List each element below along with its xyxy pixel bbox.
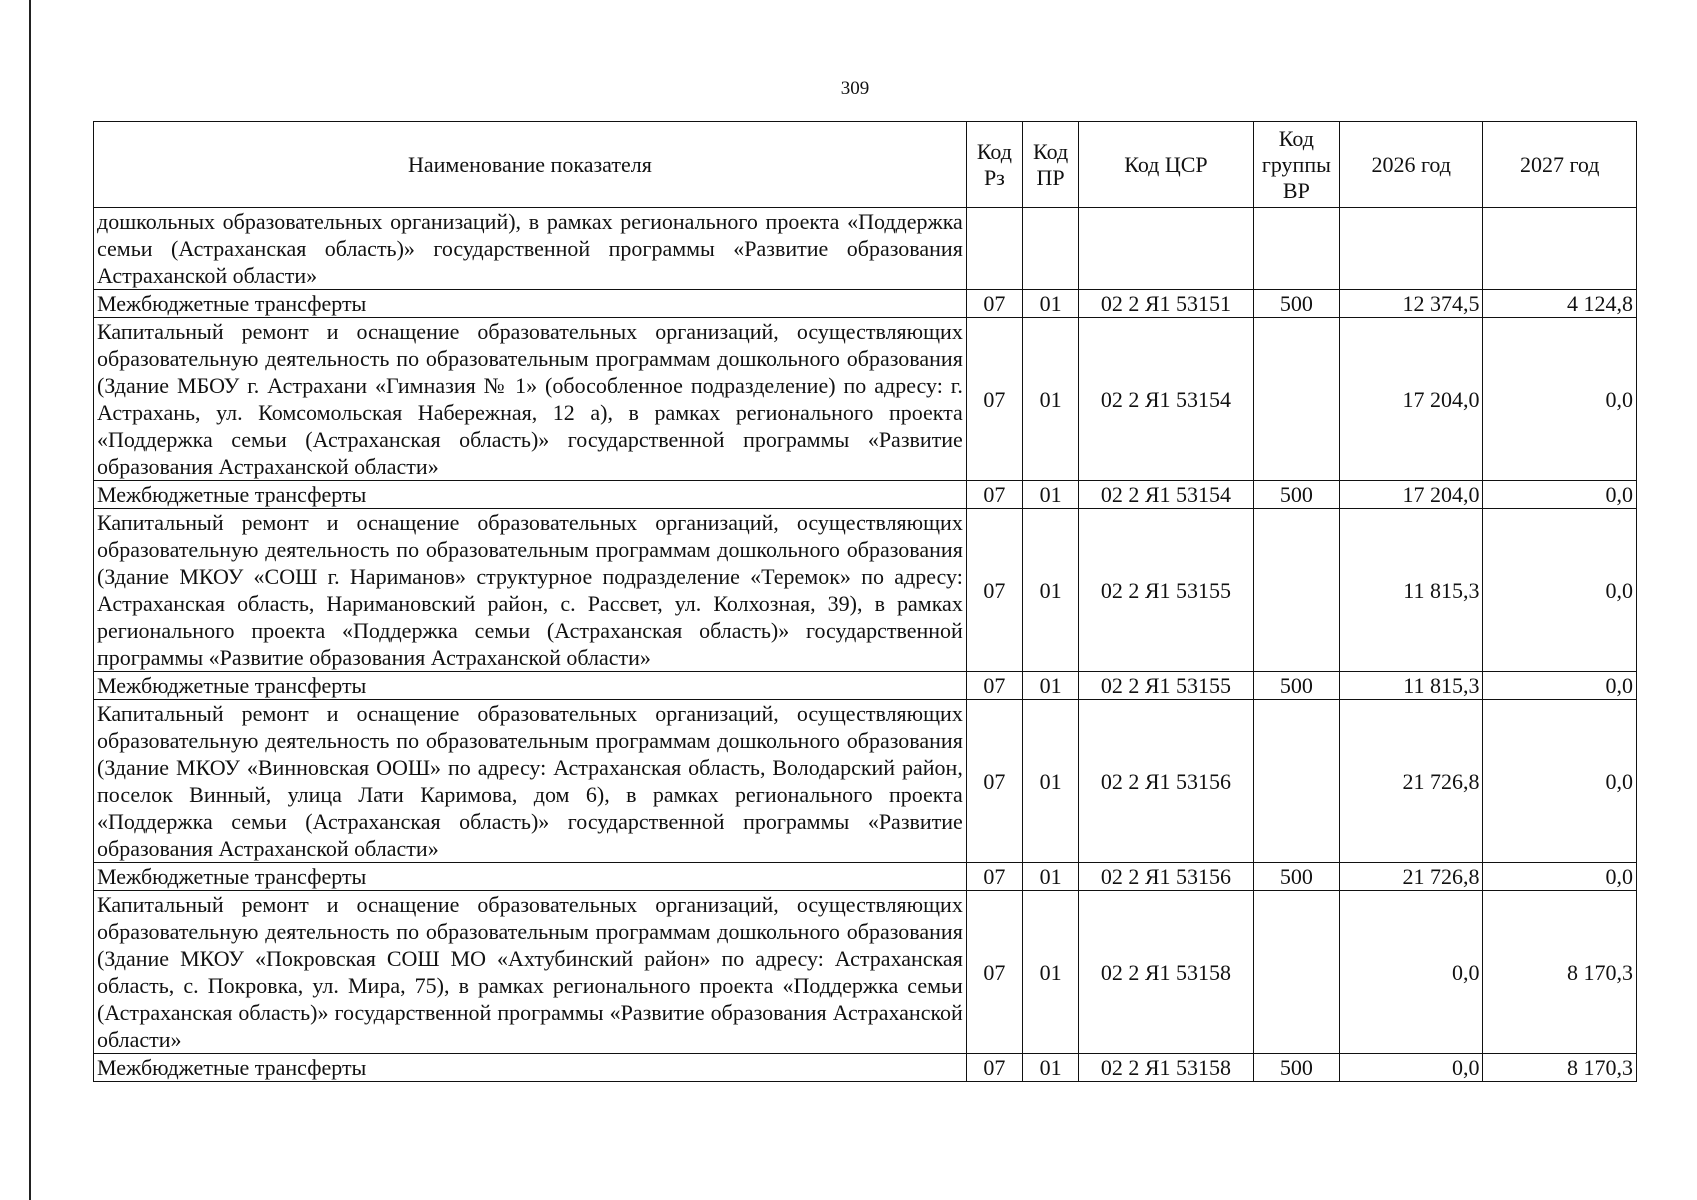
row-2027: 0,0 bbox=[1483, 481, 1637, 509]
row-vr bbox=[1253, 509, 1339, 672]
row-pr bbox=[1023, 208, 1079, 290]
row-2027: 8 170,3 bbox=[1483, 891, 1637, 1054]
row-2026: 21 726,8 bbox=[1340, 863, 1483, 891]
row-2027: 0,0 bbox=[1483, 700, 1637, 863]
row-2026 bbox=[1340, 208, 1483, 290]
row-vr: 500 bbox=[1253, 1054, 1339, 1082]
row-csr: 02 2 Я1 53154 bbox=[1079, 318, 1254, 481]
row-vr bbox=[1253, 891, 1339, 1054]
row-2027: 0,0 bbox=[1483, 509, 1637, 672]
row-2026: 11 815,3 bbox=[1340, 672, 1483, 700]
left-margin-line bbox=[29, 0, 31, 1200]
row-pr: 01 bbox=[1023, 1054, 1079, 1082]
table-row bbox=[94, 481, 1637, 509]
row-rz: 07 bbox=[966, 481, 1022, 509]
row-rz: 07 bbox=[966, 318, 1022, 481]
row-name: Межбюджетные трансферты bbox=[94, 1054, 967, 1082]
row-vr bbox=[1253, 700, 1339, 863]
row-vr bbox=[1253, 318, 1339, 481]
row-2026: 17 204,0 bbox=[1340, 481, 1483, 509]
row-csr: 02 2 Я1 53154 bbox=[1079, 481, 1254, 509]
row-name: дошкольных образовательных организаций), в рамках регионального проекта «Поддержка семьи (Астраханская область)» государственной программы «Развитие образования Астраханской области» bbox=[94, 208, 967, 290]
row-2027: 8 170,3 bbox=[1483, 1054, 1637, 1082]
row-rz: 07 bbox=[966, 672, 1022, 700]
table-header-row bbox=[94, 122, 1637, 208]
header-pr: Код ПР bbox=[1023, 122, 1079, 208]
row-name: Капитальный ремонт и оснащение образовательных организаций, осуществляющих образовательную деятельность по образовательным программам дошкольного образования (Здание МКОУ «СОШ г. Нариманов» структурное подразделение «Теремок» по адресу: Астраханская область, Наримановский район, с. Рассвет, ул. Колхозная, 39), в рамках регионального проекта «Поддержка семьи (Астраханская область)» государственной программы «Развитие образования Астраханской области» bbox=[94, 509, 967, 672]
table-row bbox=[94, 1054, 1637, 1082]
row-vr: 500 bbox=[1253, 481, 1339, 509]
table-row bbox=[94, 672, 1637, 700]
row-rz: 07 bbox=[966, 509, 1022, 672]
row-2027: 0,0 bbox=[1483, 863, 1637, 891]
row-rz: 07 bbox=[966, 700, 1022, 863]
row-vr: 500 bbox=[1253, 672, 1339, 700]
table-row bbox=[94, 208, 1637, 290]
row-pr: 01 bbox=[1023, 290, 1079, 318]
row-csr: 02 2 Я1 53158 bbox=[1079, 1054, 1254, 1082]
row-name: Межбюджетные трансферты bbox=[94, 290, 967, 318]
row-vr: 500 bbox=[1253, 290, 1339, 318]
row-pr: 01 bbox=[1023, 700, 1079, 863]
row-pr: 01 bbox=[1023, 509, 1079, 672]
row-pr: 01 bbox=[1023, 863, 1079, 891]
row-name: Межбюджетные трансферты bbox=[94, 672, 967, 700]
row-2027: 0,0 bbox=[1483, 672, 1637, 700]
row-name: Капитальный ремонт и оснащение образовательных организаций, осуществляющих образовательную деятельность по образовательным программам дошкольного образования (Здание МКОУ «Винновская ООШ» по адресу: Астраханская область, Володарский район, поселок Винный, улица Лати Каримова, дом 6), в рамках регионального проекта «Поддержка семьи (Астраханская область)» государственной программы «Развитие образования Астраханской области» bbox=[94, 700, 967, 863]
header-2026: 2026 год bbox=[1340, 122, 1483, 208]
row-vr bbox=[1253, 208, 1339, 290]
row-2027: 0,0 bbox=[1483, 318, 1637, 481]
row-name: Капитальный ремонт и оснащение образовательных организаций, осуществляющих образовательную деятельность по образовательным программам дошкольного образования (Здание МКОУ «Покровская СОШ МО «Ахтубинский район» по адресу: Астраханская область, с. Покровка, ул. Мира, 75), в рамках регионального проекта «Поддержка семьи (Астраханская область)» государственной программы «Развитие образования Астраханской области» bbox=[94, 891, 967, 1054]
row-2026: 0,0 bbox=[1340, 891, 1483, 1054]
row-2026: 17 204,0 bbox=[1340, 318, 1483, 481]
header-csr: Код ЦСР bbox=[1079, 122, 1254, 208]
table-row bbox=[94, 509, 1637, 672]
row-2027 bbox=[1483, 208, 1637, 290]
table-row bbox=[94, 318, 1637, 481]
row-csr: 02 2 Я1 53155 bbox=[1079, 672, 1254, 700]
row-rz: 07 bbox=[966, 863, 1022, 891]
row-csr: 02 2 Я1 53156 bbox=[1079, 700, 1254, 863]
row-csr: 02 2 Я1 53151 bbox=[1079, 290, 1254, 318]
row-rz: 07 bbox=[966, 1054, 1022, 1082]
row-pr: 01 bbox=[1023, 481, 1079, 509]
row-pr: 01 bbox=[1023, 891, 1079, 1054]
row-pr: 01 bbox=[1023, 672, 1079, 700]
row-rz: 07 bbox=[966, 891, 1022, 1054]
row-2026: 0,0 bbox=[1340, 1054, 1483, 1082]
row-2026: 21 726,8 bbox=[1340, 700, 1483, 863]
table-row bbox=[94, 891, 1637, 1054]
table-row bbox=[94, 863, 1637, 891]
page-number: 309 bbox=[840, 78, 870, 99]
row-2026: 12 374,5 bbox=[1340, 290, 1483, 318]
budget-table bbox=[93, 121, 1637, 1082]
row-2026: 11 815,3 bbox=[1340, 509, 1483, 672]
table-row bbox=[94, 290, 1637, 318]
row-name: Межбюджетные трансферты bbox=[94, 863, 967, 891]
table-row bbox=[94, 700, 1637, 863]
row-csr: 02 2 Я1 53156 bbox=[1079, 863, 1254, 891]
row-rz bbox=[966, 208, 1022, 290]
row-pr: 01 bbox=[1023, 318, 1079, 481]
row-name: Межбюджетные трансферты bbox=[94, 481, 967, 509]
row-csr: 02 2 Я1 53155 bbox=[1079, 509, 1254, 672]
header-rz: Код Рз bbox=[966, 122, 1022, 208]
row-csr: 02 2 Я1 53158 bbox=[1079, 891, 1254, 1054]
row-csr bbox=[1079, 208, 1254, 290]
row-2027: 4 124,8 bbox=[1483, 290, 1637, 318]
row-vr: 500 bbox=[1253, 863, 1339, 891]
header-name: Наименование показателя bbox=[94, 122, 967, 208]
row-rz: 07 bbox=[966, 290, 1022, 318]
header-vr: Код группы ВР bbox=[1253, 122, 1339, 208]
row-name: Капитальный ремонт и оснащение образовательных организаций, осуществляющих образовательную деятельность по образовательным программам дошкольного образования (Здание МБОУ г. Астрахани «Гимназия № 1» (обособленное подразделение) по адресу: г. Астрахань, ул. Комсомольская Набережная, 12 а), в рамках регионального проекта «Поддержка семьи (Астраханская область)» государственной программы «Развитие образования Астраханской области» bbox=[94, 318, 967, 481]
header-2027: 2027 год bbox=[1483, 122, 1637, 208]
